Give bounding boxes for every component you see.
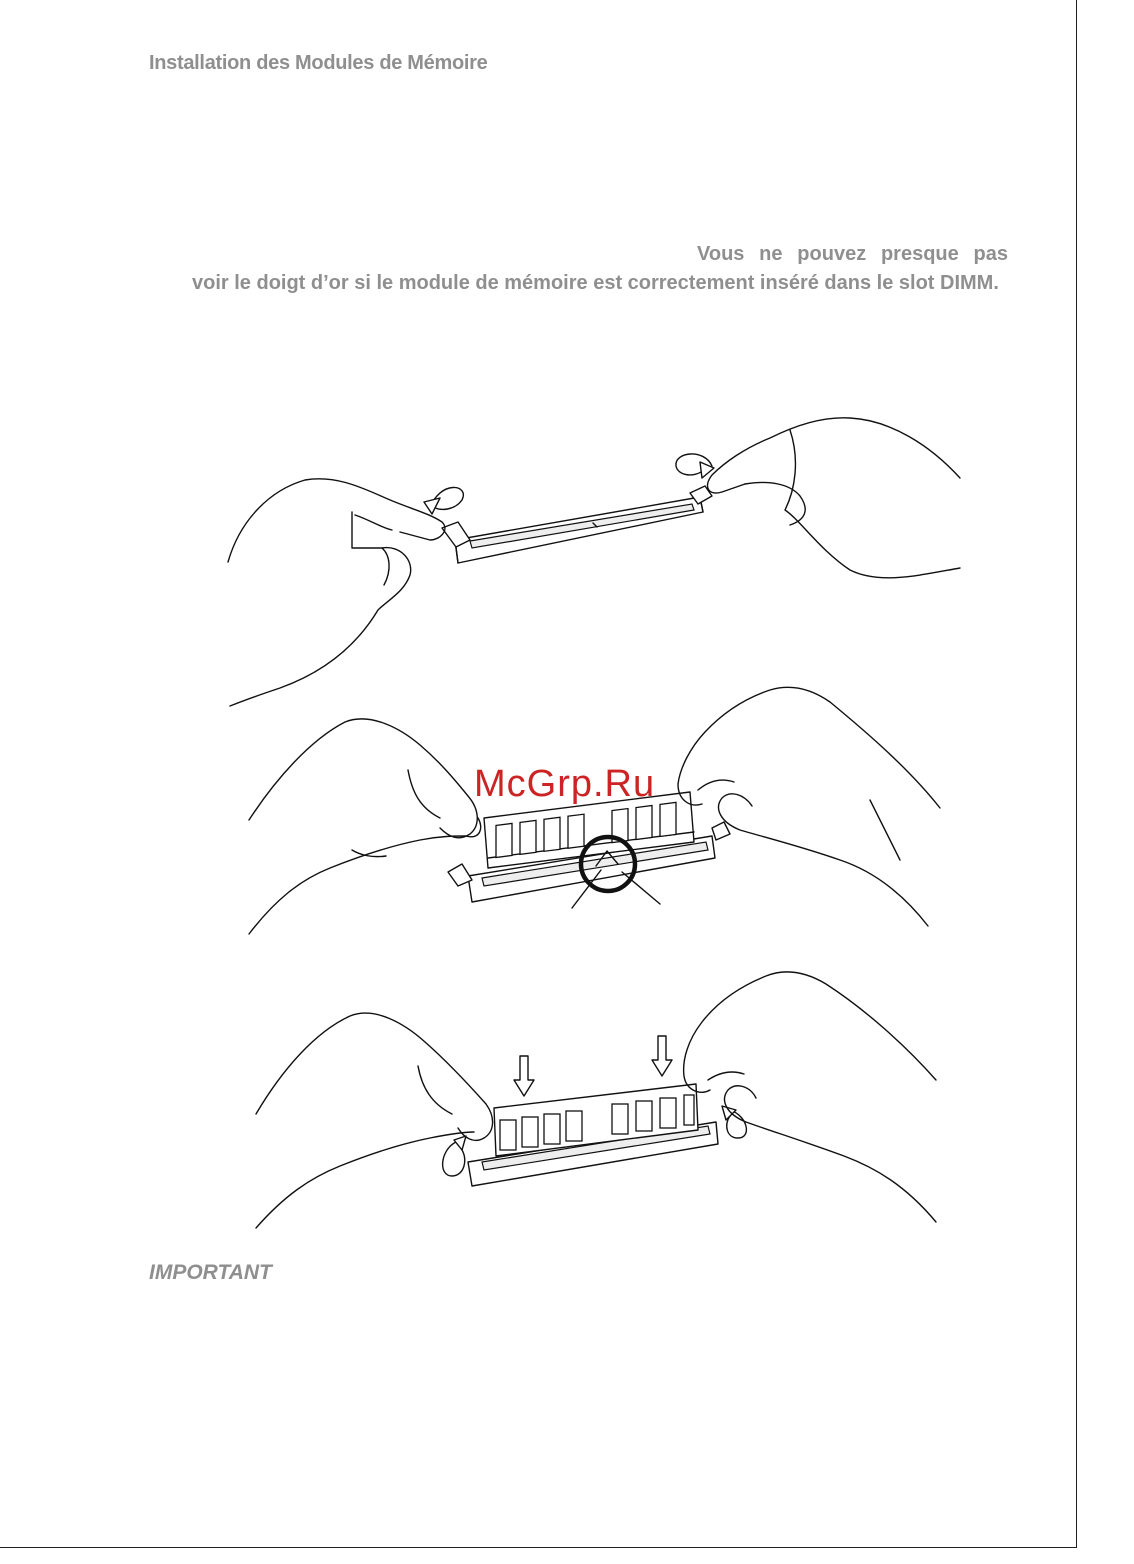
section-title: Installation des Modules de Mémoire [149,52,488,74]
right-hand [707,418,960,578]
step-1-open-clips [228,418,960,706]
right-clip [712,822,730,840]
left-hand [228,479,445,706]
right-hand [684,972,936,1222]
clip-close-arrow-icon [722,1106,746,1138]
watermark: McGrp.Ru [474,763,656,805]
rotate-arrow-icon [676,454,714,478]
press-down-arrow-icon [514,1056,534,1096]
step-2-align-module [249,687,940,934]
empty-dimm-slot [455,497,703,563]
important-heading: IMPORTANT [149,1261,272,1284]
golden-finger-note: Vous ne pouvez presque pas voir le doigt d’or si le module de mémoire est correctement inséré dans le slot DIMM. [192,243,1008,294]
step-3-press-down [256,972,936,1228]
right-hand [678,687,940,926]
press-down-arrow-icon [652,1036,672,1076]
left-hand [249,719,481,934]
clip-close-arrow-icon [443,1136,466,1176]
rotate-arrow-icon [424,487,463,514]
left-hand [256,1013,493,1228]
